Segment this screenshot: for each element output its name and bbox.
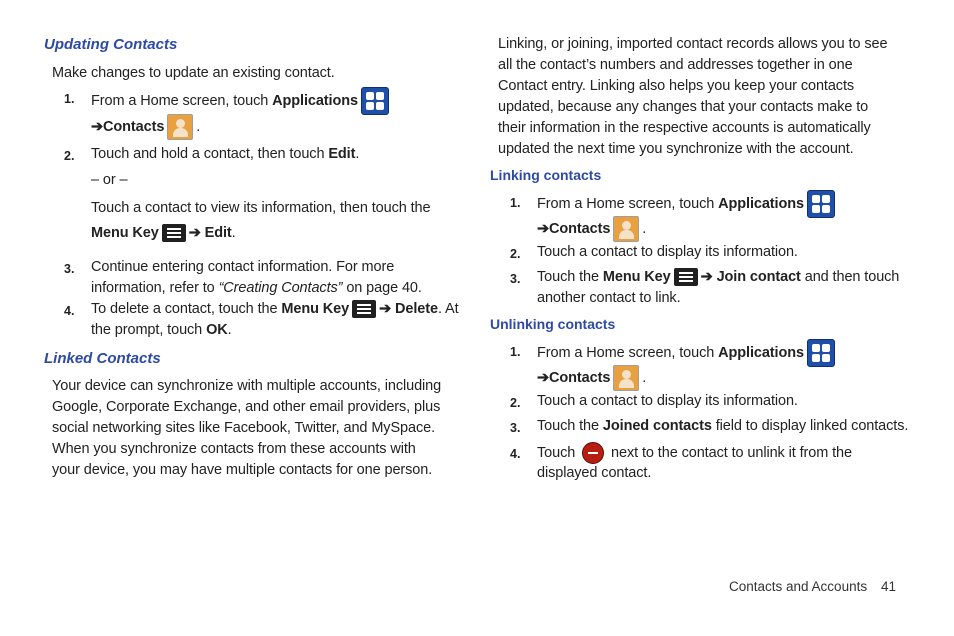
- linking-step3-line2: another contact to link.: [537, 290, 681, 306]
- contacts-icon: [167, 114, 193, 140]
- unlinking-step4-line2: displayed contact.: [537, 465, 652, 481]
- updating-intro: Make changes to update an existing contact.: [52, 65, 335, 81]
- unlinking-step1-line1: From a Home screen, touch Applications: [537, 339, 838, 367]
- contacts-label: ➔Contacts: [537, 369, 611, 386]
- menu-key-icon: [674, 268, 698, 286]
- applications-label: Applications: [718, 195, 804, 212]
- contacts-label: ➔Contacts: [537, 220, 611, 237]
- updating-step2: Touch and hold a contact, then touch Edit.: [91, 146, 360, 162]
- menu-key-label: Menu Key: [281, 301, 350, 317]
- contacts-icon: [613, 216, 639, 242]
- linked-contacts-paragraph: Your device can synchronize with multiple accounts, including Google, Corporate Exchange, and other email providers, plus social networking sites like Facebook, Twitter, and MySpace. When you synchronize contacts from these accounts with your device, you may have multiple contacts for one person.: [52, 378, 442, 478]
- page-number: 41: [881, 579, 897, 594]
- updating-step3-line2: information, refer to “Creating Contacts” on page 40.: [91, 280, 422, 296]
- linking-step1-line1: From a Home screen, touch Applications: [537, 190, 838, 218]
- applications-icon: [807, 339, 835, 367]
- footer-section-title: Contacts and Accounts: [729, 579, 868, 594]
- step-number: 2.: [510, 247, 521, 261]
- updating-alt-line2: Menu Key ➔ Edit.: [91, 225, 236, 241]
- step-number: 2.: [510, 396, 521, 410]
- linked-contacts-heading: Linked Contacts: [44, 350, 161, 367]
- contacts-label: ➔Contacts: [91, 118, 165, 135]
- menu-key-icon: [352, 300, 376, 318]
- delete-label: ➔ Delete: [379, 301, 438, 317]
- menu-key-label: Menu Key: [602, 269, 671, 285]
- step-number: 1.: [510, 345, 521, 359]
- applications-label: Applications: [272, 92, 358, 109]
- step-number: 4.: [64, 304, 75, 318]
- step-number: 1.: [64, 92, 75, 106]
- updating-contacts-heading: Updating Contacts: [44, 36, 178, 53]
- edit-label: Edit: [328, 146, 356, 162]
- step-number: 4.: [510, 447, 521, 461]
- unlinking-step4-line1: Touch next to the contact to unlink it from the: [537, 442, 852, 464]
- linking-step1-line2: ➔Contacts .: [537, 216, 646, 242]
- remove-icon: [582, 442, 604, 464]
- menu-key-icon: [162, 224, 186, 242]
- linking-contacts-heading: Linking contacts: [490, 167, 602, 183]
- updating-step1-line1: From a Home screen, touch Applications: [91, 87, 392, 115]
- applications-icon: [361, 87, 389, 115]
- updating-step1-line2: ➔Contacts .: [91, 114, 200, 140]
- linking-step3-line1: Touch the Menu Key ➔ Join contact and then touch: [537, 269, 900, 285]
- joined-contacts-label: Joined contacts: [602, 418, 712, 434]
- step-number: 1.: [510, 196, 521, 210]
- updating-step3-line1: Continue entering contact information. For more: [91, 259, 395, 275]
- unlinking-step1-line2: ➔Contacts .: [537, 365, 646, 391]
- unlinking-contacts-heading: Unlinking contacts: [490, 316, 616, 332]
- updating-step4-line2: the prompt, touch OK.: [91, 322, 232, 338]
- or-separator: – or –: [91, 172, 128, 188]
- edit-label: ➔ Edit: [188, 225, 232, 241]
- menu-key-label: Menu Key: [91, 225, 159, 241]
- updating-step4-line1: To delete a contact, touch the Menu Key ➔ Delete. At: [91, 301, 459, 317]
- ok-label: OK: [206, 322, 228, 338]
- applications-icon: [807, 190, 835, 218]
- step-number: 3.: [64, 262, 75, 276]
- linking-intro-paragraph: Linking, or joining, imported contact records allows you to see all the contact’s numbers and addresses together in one Contact entry. Linking also helps you keep your contacts updated, because any changes that your contacts make to their information in the respective accounts is automatically updated the next time you synchronize with the account.: [498, 36, 888, 157]
- step-number: 3.: [510, 421, 521, 435]
- step-number: 2.: [64, 149, 75, 163]
- creating-contacts-reference: “Creating Contacts”: [218, 280, 343, 296]
- contacts-icon: [613, 365, 639, 391]
- unlinking-step2: Touch a contact to display its information.: [537, 393, 798, 409]
- linking-step2: Touch a contact to display its information.: [537, 244, 798, 260]
- unlinking-step3: Touch the Joined contacts field to display linked contacts.: [537, 418, 909, 434]
- join-contact-label: ➔ Join contact: [700, 269, 801, 285]
- applications-label: Applications: [718, 344, 804, 361]
- step-number: 3.: [510, 272, 521, 286]
- updating-alt-text: Touch a contact to view its information, then touch the: [91, 200, 431, 216]
